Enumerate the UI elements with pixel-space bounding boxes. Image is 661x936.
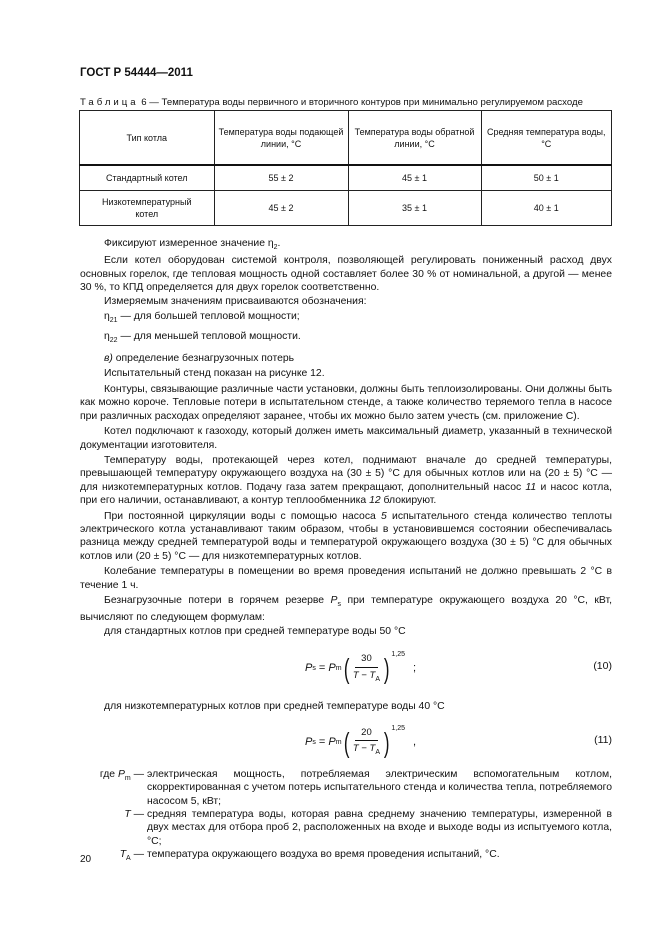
- definition-item: [80, 808, 612, 848]
- text: P: [305, 735, 313, 748]
- text: ,: [412, 735, 417, 748]
- subscript: 22: [109, 336, 118, 344]
- text: η: [104, 311, 110, 323]
- paragraph: Испытательный стенд показан на рисунке 12.: [104, 368, 325, 380]
- text: Безнагрузочные потери в горячем резерве: [104, 594, 331, 606]
- table-cell: Низкотемпературный котел: [80, 191, 215, 226]
- text: P: [117, 768, 125, 780]
- table-cell: Стандартный котел: [80, 165, 215, 191]
- page-number: 20: [80, 854, 92, 865]
- text: T: [124, 808, 131, 820]
- table-cell: 45 ± 2: [214, 191, 348, 226]
- column-header: Температура воды подающей линии, °C: [214, 111, 348, 166]
- text: Температуру воды, протекающей через котел, поднимают вначале до средней температуры, превышающей температуру окружающего воздуха на (30 ± 5) °С для обычных котлов или на (20 ± 5) °С — для низкотемпературных котлов. Подачу газа затем прекращают, дополнительный насос: [80, 454, 612, 493]
- text: P: [328, 735, 336, 748]
- text: T: [352, 669, 359, 681]
- text: T: [352, 743, 359, 755]
- text: определение безнагрузочных потерь: [112, 353, 295, 365]
- subscript: s: [312, 665, 316, 673]
- numerator: 20: [355, 726, 378, 741]
- text: 11: [525, 481, 537, 493]
- column-header: Тип котла: [80, 111, 215, 166]
- exponent: 1,25: [391, 651, 405, 659]
- paragraph: [80, 310, 612, 327]
- table-caption-text: 6 — Температура воды первичного и вторичного контуров при минимально регулируемом расходе: [138, 97, 583, 108]
- left-paren: (: [343, 653, 350, 685]
- text: P: [305, 662, 313, 675]
- text: .: [277, 238, 281, 249]
- paragraph: [80, 237, 612, 254]
- table-row: [80, 165, 612, 191]
- text: —: [130, 768, 144, 780]
- text: испытательного стенда количество теплоты электрического котла устанавливают таким образом, чтобы в установившемся состоянии обеспечивалась разница между средней температурой воды и температурой окружающего воздуха (30 ± 5) °С для обычных котлов или (20 ± 5) °С — для низкотемпературных котлов.: [80, 510, 612, 562]
- denominator: [353, 668, 380, 686]
- text: — для большей тепловой мощности;: [117, 311, 300, 323]
- paragraph: Контуры, связывающие различные части установки, должны быть теплоизолированы. Они должны быть как можно короче. Тепловые потери в испытательном стенде, а также количество теряемого тепла в насосе при различных расходах определяют заранее, чтобы их можно было затем учесть (см. приложение С).: [80, 383, 612, 422]
- text: T: [369, 669, 376, 681]
- text: в): [104, 353, 113, 365]
- column-header: Температура воды обратной линии, °C: [348, 111, 481, 166]
- text: =: [315, 735, 329, 748]
- subscript: m: [335, 738, 342, 746]
- column-header: Средняя температура воды, °C: [481, 111, 612, 166]
- definition-text: электрическая мощность, потребляемая электрическим вспомогательным котлом, скорректированная с учетом потерь испытательного стенда и количества тепла, потребляемого насосом 5, кВт;: [147, 768, 612, 807]
- right-paren: ): [383, 726, 390, 758]
- definition-text: температура окружающего воздуха во время проведения испытаний, °С.: [147, 849, 500, 861]
- document-header: ГОСТ Р 54444—2011: [80, 67, 193, 79]
- text: P: [328, 662, 336, 675]
- definition-item: [80, 848, 612, 865]
- text: — для меньшей тепловой мощности.: [117, 330, 301, 342]
- text: ;: [412, 662, 417, 675]
- table-cell: 35 ± 1: [348, 191, 481, 226]
- left-paren: (: [343, 726, 350, 758]
- paragraph: [80, 454, 612, 508]
- numerator: 30: [355, 652, 378, 667]
- text: 5: [381, 510, 387, 522]
- table-cell: 45 ± 1: [348, 165, 481, 191]
- text: —: [130, 849, 144, 861]
- equation-number: (11): [594, 733, 612, 746]
- exponent: 1,25: [391, 724, 405, 732]
- paragraph: Измеряемым значениям присваиваются обозначения:: [104, 295, 367, 307]
- text: —: [130, 808, 144, 820]
- denominator: [353, 741, 380, 759]
- definition-term: [80, 808, 147, 848]
- text: T: [369, 743, 376, 755]
- definition-term: [80, 768, 147, 808]
- text: −: [358, 669, 370, 681]
- text: η: [104, 330, 110, 342]
- table-caption: [80, 97, 583, 108]
- table-caption-word: Таблица: [80, 97, 139, 108]
- subscript: A: [375, 748, 381, 756]
- paragraph: [80, 330, 612, 347]
- subscript: A: [126, 855, 131, 863]
- subscript: s: [312, 738, 316, 746]
- text: и насос котла, при его наличии, останавливают, а контур теплообменника: [80, 481, 612, 507]
- text: =: [315, 662, 329, 675]
- definition-text: средняя температура воды, которая равна среднему значению температуры, измеренной в двух местах для отбора проб 2, расположенных на входе и выходе воды из испытуемого котла, °С;: [147, 808, 612, 847]
- subscript: m: [124, 774, 131, 782]
- subscript: m: [335, 665, 342, 673]
- table-row: [80, 191, 612, 226]
- paragraph: Котел подключают к газоходу, который должен иметь максимальный диаметр, указанный в технической документации изготовителя.: [80, 426, 612, 451]
- text: при температуре окружающего воздуха 20 °С, кВт, вычисляют по следующем формулам:: [80, 594, 612, 624]
- paragraph: [80, 594, 612, 625]
- paragraph: для стандартных котлов при средней температуре воды 50 °С: [104, 625, 406, 637]
- text: где: [99, 768, 118, 780]
- formula-10: [80, 648, 612, 692]
- subscript: A: [375, 675, 381, 683]
- equation-number: (10): [593, 660, 612, 673]
- table-header-row: [80, 111, 612, 166]
- fraction: [353, 652, 380, 686]
- text: 12: [369, 495, 381, 507]
- text: −: [358, 743, 370, 755]
- table-cell: 40 ± 1: [481, 191, 612, 226]
- table-cell: 55 ± 2: [214, 165, 348, 191]
- definitions-list: [80, 768, 612, 866]
- water-temperature-table: [79, 110, 612, 226]
- text: Фиксируют измеренное значение η: [104, 238, 274, 249]
- paragraph: Колебание температуры в помещении во время проведения испытаний не должно превышать 2 °С в течение 1 ч.: [80, 566, 612, 591]
- text: T: [119, 849, 127, 861]
- text: P: [330, 594, 338, 606]
- paragraph: для низкотемпературных котлов при средней температуре воды 40 °С: [104, 701, 445, 713]
- text: При постоянной циркуляции воды с помощью насоса: [104, 510, 382, 522]
- paragraph: Если котел оборудован системой контроля, позволяющей регулировать пониженный расход двух основных горелок, где тепловая мощность одной составляет более 30 % от номинальной, а другой — менее 30 %, то КПД определяется для двух горелок соответственно.: [80, 255, 612, 294]
- fraction: [353, 726, 380, 760]
- subscript: s: [337, 601, 341, 609]
- subscript: 2: [273, 244, 278, 252]
- paragraph: [80, 510, 612, 564]
- table-cell: 50 ± 1: [481, 165, 612, 191]
- definition-item: [80, 768, 612, 808]
- text: блокируют.: [380, 495, 437, 507]
- formula-11: [80, 722, 612, 766]
- body-text: [80, 237, 612, 866]
- right-paren: ): [383, 653, 390, 685]
- section-heading: [80, 352, 612, 365]
- subscript: 21: [109, 317, 118, 325]
